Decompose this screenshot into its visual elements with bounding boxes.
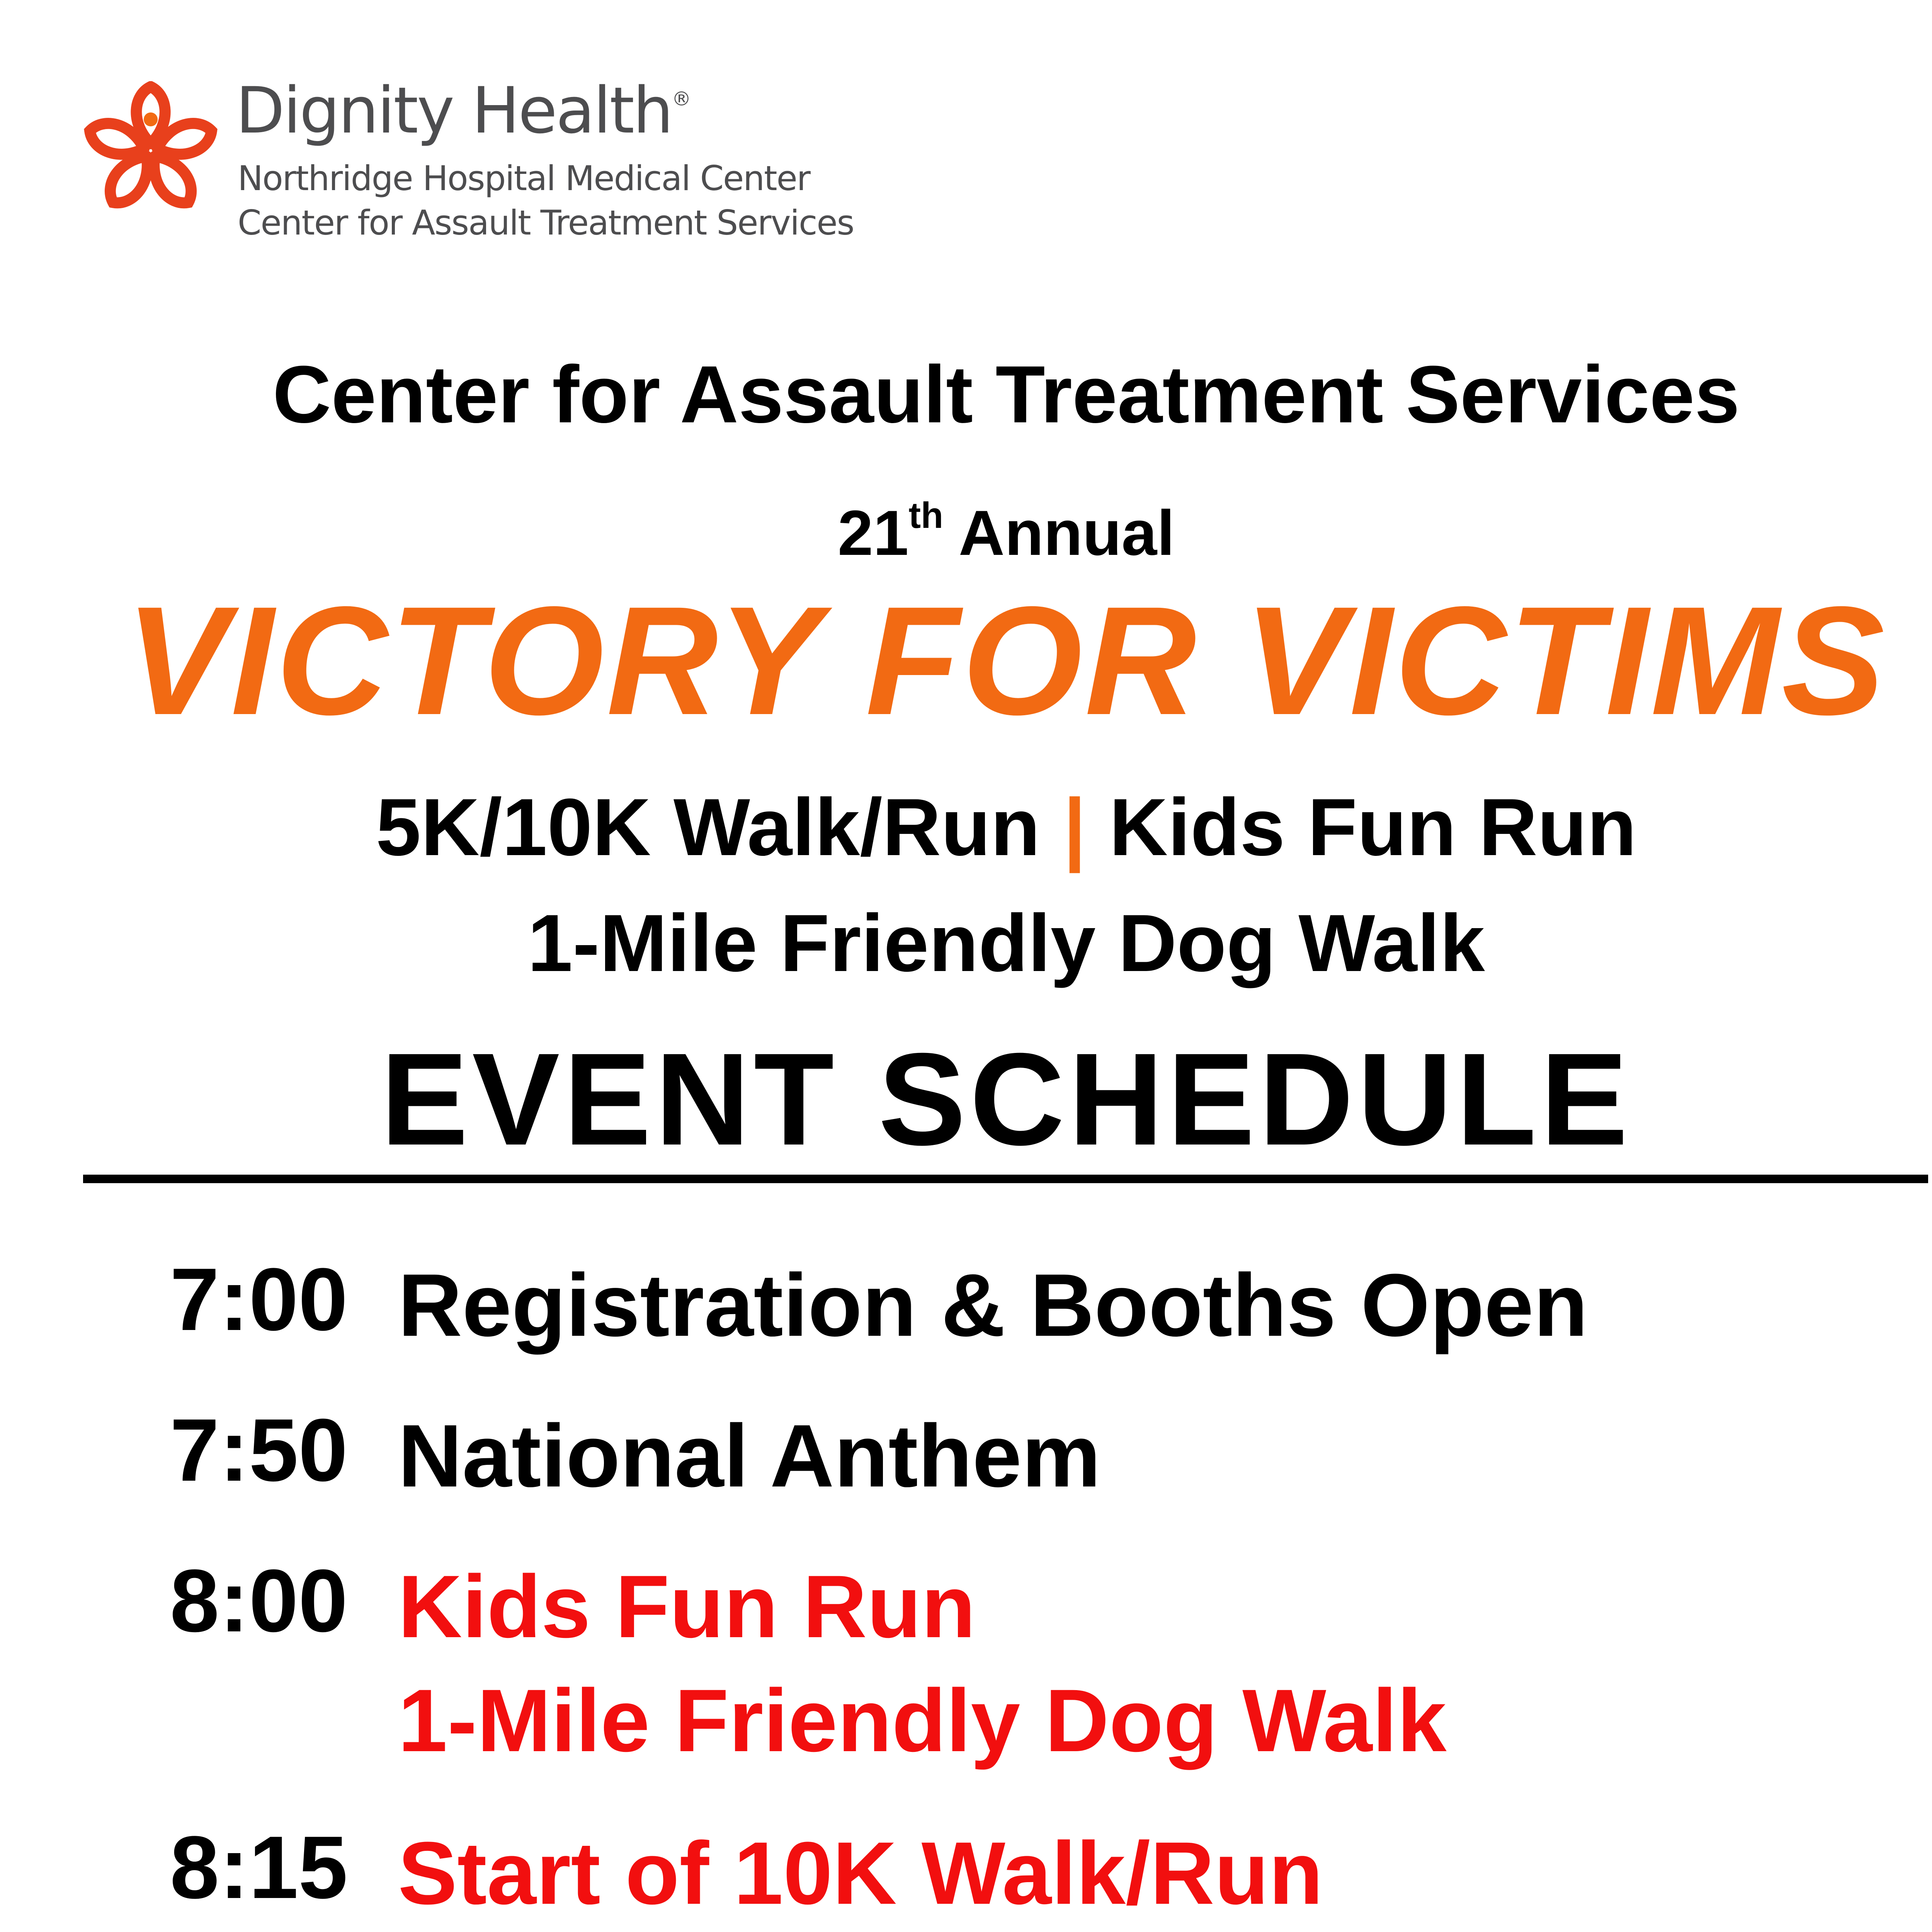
events-line-1: 5K/10K Walk/Run | Kids Fun Run bbox=[376, 782, 1637, 872]
schedule-time: 7:00 bbox=[170, 1250, 348, 1349]
schedule-time: 8:00 bbox=[170, 1551, 348, 1650]
organization-heading: Center for Assault Treatment Services bbox=[272, 349, 1740, 440]
brand-line-hospital: Northridge Hospital Medical Center bbox=[238, 158, 810, 198]
schedule-time: 7:50 bbox=[170, 1400, 348, 1500]
schedule-description: Registration & Booths Open bbox=[398, 1255, 1588, 1355]
annual-label: 21th Annual bbox=[837, 495, 1175, 568]
dignity-health-flower-icon bbox=[81, 81, 220, 220]
schedule-description: National Anthem bbox=[398, 1406, 1101, 1505]
divider bbox=[83, 1175, 1928, 1183]
schedule-description: Start of 10K Walk/Run bbox=[398, 1823, 1323, 1923]
events-line-2: 1-Mile Friendly Dog Walk bbox=[527, 898, 1485, 988]
brand-name: Dignity Health® bbox=[236, 73, 690, 148]
schedule-time: 8:15 bbox=[170, 1818, 348, 1917]
schedule-heading: EVENT SCHEDULE bbox=[380, 1026, 1632, 1173]
schedule-description: Kids Fun Run 1-Mile Friendly Dog Walk bbox=[398, 1557, 1447, 1770]
brand-line-center: Center for Assault Treatment Services bbox=[238, 203, 854, 243]
event-title: VICTORY FOR VICTIMS bbox=[125, 574, 1887, 747]
